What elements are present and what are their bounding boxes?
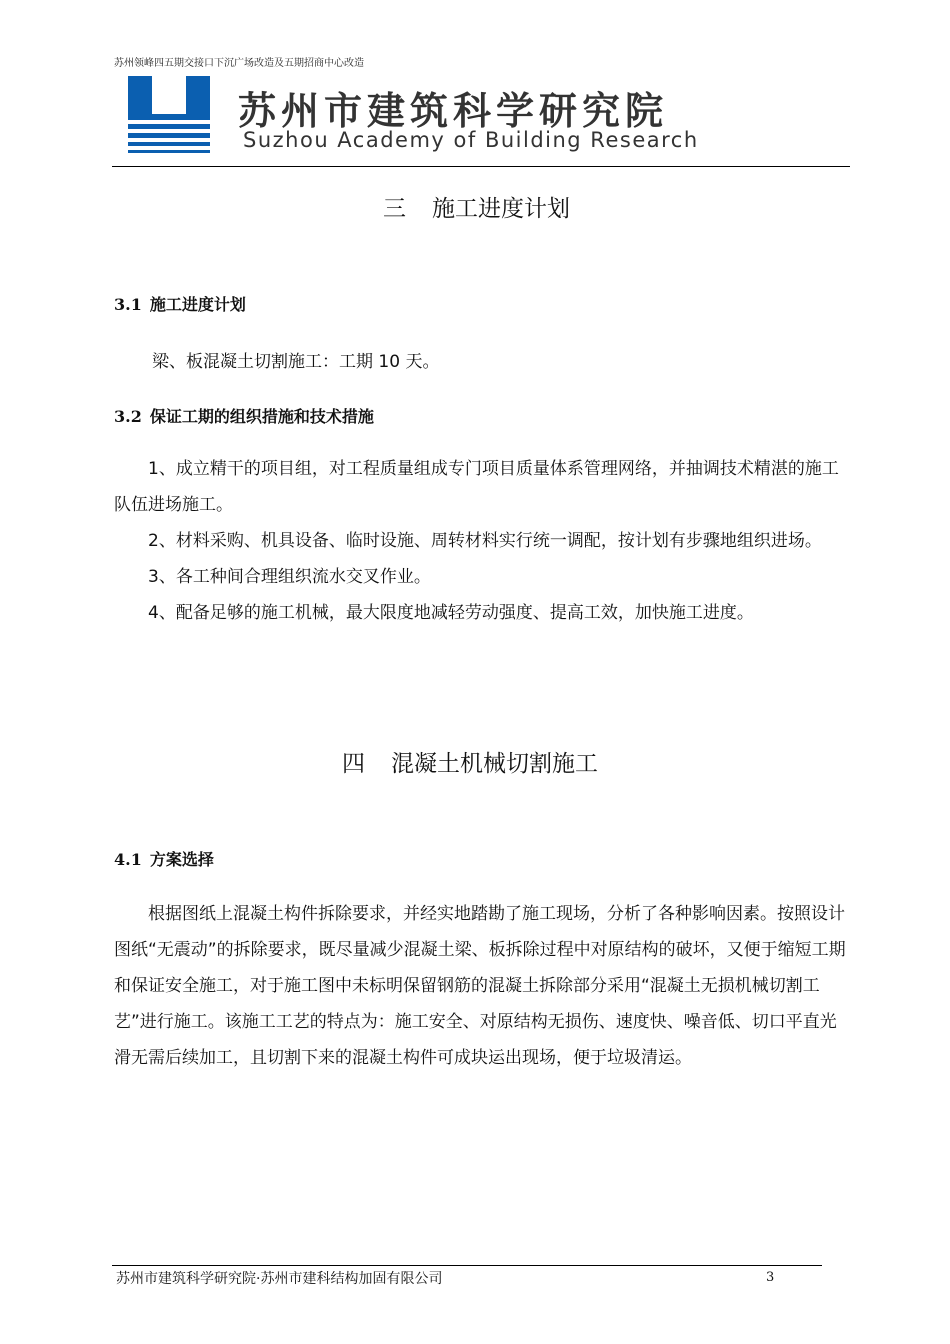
- org-name-chinese: 苏州市建筑科学研究院: [238, 89, 669, 133]
- subsection-3-1-title: 施工进度计划: [149, 295, 246, 314]
- project-title-line: 苏州领峰四五期交接口下沉广场改造及五期招商中心改造: [114, 58, 364, 69]
- academy-logo: [128, 76, 210, 156]
- subsection-4-1-title: 方案选择: [149, 850, 214, 869]
- list-item: 2、材料采购、机具设备、临时设施、周转材料实行统一调配，按计划有步骤地组织进场。: [148, 531, 822, 551]
- footer-company: 苏州市建筑科学研究院·苏州市建科结构加固有限公司: [116, 1271, 443, 1287]
- measures-list: [114, 451, 850, 631]
- subsection-4-1-number: 4.1: [114, 850, 142, 869]
- list-item: 1、成立精干的项目组，对工程质量组成专门项目质量体系管理网络，并抽调技术精湛的施工队伍进场施工。: [114, 459, 839, 515]
- header-divider: [112, 166, 850, 167]
- subsection-3-2-number: 3.2: [114, 407, 142, 426]
- section-3-title: 施工进度计划: [432, 196, 570, 222]
- subsection-3-2-heading: [114, 404, 374, 427]
- list-item: 3、各工种间合理组织流水交叉作业。: [148, 567, 431, 587]
- plan-selection-paragraph: [114, 896, 850, 1076]
- subsection-3-2-title: 保证工期的组织措施和技术措施: [149, 407, 374, 426]
- section-4-heading: [342, 745, 598, 778]
- section-4-number: 四: [342, 751, 365, 777]
- subsection-3-1-number: 3.1: [114, 295, 142, 314]
- page-number: 3: [766, 1270, 775, 1285]
- org-name-english: Suzhou Academy of Building Research: [243, 128, 699, 152]
- section-3-number: 三: [383, 196, 406, 222]
- list-item: 4、配备足够的施工机械，最大限度地减轻劳动强度、提高工效，加快施工进度。: [148, 603, 754, 623]
- section-3-heading: [383, 190, 570, 223]
- subsection-3-1-body: 梁、板混凝土切割施工：工期 10 天。: [152, 352, 440, 372]
- footer-divider: [112, 1265, 822, 1266]
- subsection-4-1-heading: [114, 847, 214, 870]
- section-4-title: 混凝土机械切割施工: [391, 751, 598, 777]
- subsection-3-1-heading: [114, 292, 246, 315]
- paragraph-text: 根据图纸上混凝土构件拆除要求，并经实地踏勘了施工现场，分析了各种影响因素。按照设计图纸“无震动”的拆除要求，既尽量减少混凝土梁、板拆除过程中对原结构的破坏，又便于缩短工期和保证安全施工，对于施工图中未标明保留钢筋的混凝土拆除部分采用“混凝土无损机械切割工艺”进行施工。该施工工艺的特点为：施工安全、对原结构无损伤、速度快、噪音低、切口平直光滑无需后续加工，且切割下来的混凝土构件可成块运出现场，便于垃圾清运。: [114, 904, 846, 1068]
